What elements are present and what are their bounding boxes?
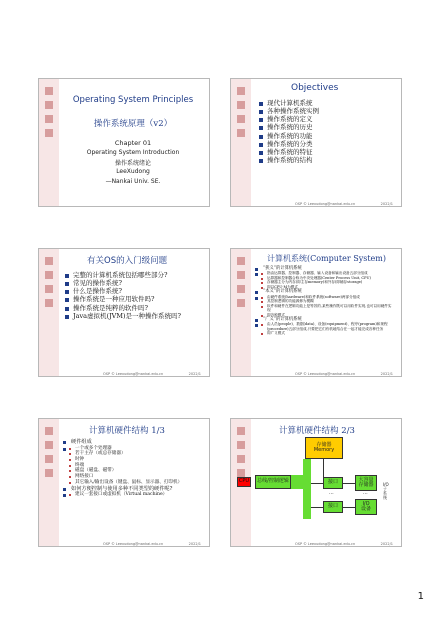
slide-decoration-bar (39, 79, 59, 206)
slide-decoration-bar (39, 419, 59, 546)
outline-group (255, 322, 395, 335)
objectives-list (259, 99, 319, 164)
outline-subitem: 由硬件系统(hardware)和软件系统(software)两部分组成 (255, 295, 395, 299)
outline-subitem: 由人员(people)、数据(data)、设备(equipment)、程序(program)和规程(procedure)五部分组成,只要把它们有机地结合在一起才能完成各种任务 (255, 322, 395, 331)
computer-system-outline (255, 266, 395, 336)
outline-subitem: 存储器主分为内存(即主存memory)和外存(即辅存storage) (255, 280, 395, 284)
slide-title: 计算机硬件结构 2/3 (279, 426, 355, 436)
outline-group (255, 271, 395, 289)
slide-6-hardware-diagram (230, 418, 402, 547)
outline-subitem: 指由运算器、控制器、存储器、输入设备和输出设备五部分组成 (255, 271, 395, 275)
questions-list (65, 271, 181, 320)
device1-link (343, 483, 355, 484)
outline-group (63, 446, 203, 486)
list-item: 操作系统的特征 (259, 148, 319, 156)
interface-box-2: 接口 (323, 501, 343, 513)
list-item: 完整的计算机系统包括哪些部分? (65, 271, 181, 279)
list-item: 各种操作系统实例 (259, 107, 319, 115)
outline-heading: “狭义”的计算机系统 (255, 266, 395, 271)
footer-page: 2022/1 (188, 542, 201, 546)
io-subsystem-label: I/O 子 系 统 (383, 482, 389, 501)
memory-box: 存储器 Memory (305, 437, 343, 459)
footer-email: OSP © Leexudong@nankai.edu.cn (103, 372, 164, 376)
interface-box-1: 接口 (323, 477, 343, 489)
subtitle-en: Operating System Introduction (86, 149, 180, 156)
list-item: 操作系统是纯粹的软件吗? (65, 304, 181, 312)
mass-storage-box: 大容量 存储器 (355, 475, 377, 491)
footer-email: OSP © Leexudong@nankai.edu.cn (295, 372, 356, 376)
footer-page: 2022/1 (380, 372, 393, 376)
device2-link (343, 507, 355, 508)
outline-subitem: 磁盘（磁盘、磁带） (63, 468, 203, 474)
footer-page: 2022/1 (380, 202, 393, 206)
footer-email: OSP © Leexudong@nankai.edu.cn (295, 542, 356, 546)
slide-decoration-bar (231, 79, 251, 206)
outline-subitem: 即以CPU-M为模式 (255, 285, 395, 289)
outline-subitem: 即各种模式 (255, 313, 395, 317)
list-item: 操作系统是一种应用软件吗? (65, 295, 181, 303)
list-item: 操作系统的定义 (259, 115, 319, 123)
list-item: 操作系统的历史 (259, 123, 319, 131)
outline-heading: 硬件组成 (63, 439, 203, 446)
outline-subitem: 软件和硬件在逻辑功能上是等效的,某些操作既可以用软件实现,也可以用硬件实现 (255, 304, 395, 313)
outline-subitem: 若干主存（或总存储器） (63, 451, 203, 457)
outline-subitem: 网络接口 (63, 474, 203, 480)
outline-subitem: 其它输入/输出设备（键盘、鼠标、显示器、打印机） (63, 480, 203, 486)
slide-4-computer-system (230, 248, 402, 377)
dots-1: ··· (329, 491, 334, 497)
course-title-cn: 操作系统原理（v2） (93, 119, 173, 129)
outline-subitem: 运算器和控制器合称为中央处理器(Center Process Unit, CPU) (255, 276, 395, 280)
page-number: 1 (417, 591, 424, 602)
course-title-en: Operating System Principles (72, 95, 194, 105)
outline-heading: “广义”的计算机系统 (255, 317, 395, 322)
outline-subitem: 其控制逻辑的功能源修为模糊 (255, 299, 395, 303)
outline-subitem: 建议一套接口或虚拟机（Virtual machine） (63, 492, 203, 498)
chapter-label: Chapter 01 (114, 139, 152, 147)
bus-vertical (303, 459, 311, 519)
list-item: 什么是操作系统? (65, 287, 181, 295)
io-device-box: I/O 设备 (355, 499, 377, 515)
footer-email: OSP © Leexudong@nankai.edu.cn (103, 542, 164, 546)
outline-heading: “本义”的计算机系统 (255, 289, 395, 294)
university-name: —Nankai Univ. SE. (105, 178, 161, 185)
slide-5-hardware-structure (38, 418, 210, 547)
list-item: 现代计算机系统 (259, 99, 319, 107)
iface1-link (311, 483, 323, 484)
outline-subitem: 一个或多个处理器 (63, 446, 203, 452)
iface2-link (311, 507, 323, 508)
list-item: 操作系统的功能 (259, 132, 319, 140)
slide-2-objectives (230, 78, 402, 207)
slide-title: 计算机系统(Computer System) (267, 254, 386, 263)
footer-page: 2022/1 (380, 542, 393, 546)
slide-title: 有关OS的入门级问题 (87, 256, 168, 266)
hardware-outline (63, 439, 203, 498)
outline-group (255, 295, 395, 317)
subtitle-cn: 操作系统绪论 (114, 160, 151, 167)
list-item: 操作系统的分类 (259, 140, 319, 148)
footer-page: 2022/1 (188, 372, 201, 376)
list-item: 操作系统的结构 (259, 156, 319, 164)
outline-subitem: 终端 (63, 463, 203, 469)
system-bus (291, 475, 303, 489)
footer-email: OSP © Leexudong@nankai.edu.cn (295, 202, 356, 206)
outline-heading: 如何方便控制与使用多种不同类型的硬件呢? (63, 486, 203, 493)
cpu-box: CPU (237, 477, 251, 487)
slide-title: Objectives (291, 83, 339, 93)
author-name: LeeXudong (116, 168, 150, 175)
bus-control-box: 总线/控制逻辑 (255, 475, 291, 489)
memory-connector (323, 459, 324, 477)
slide-3-questions (38, 248, 210, 377)
slide-decoration-bar (231, 249, 251, 376)
outline-subitem: 即广义模式 (255, 331, 395, 335)
title-os: OS (104, 256, 117, 266)
slide-title: 计算机硬件结构 1/3 (89, 426, 165, 436)
dots-2: ··· (363, 491, 368, 497)
list-item: 常见的操作系统? (65, 279, 181, 287)
slide-decoration-bar (39, 249, 59, 376)
list-item: Java虚拟机(JVM)是一种操作系统吗? (65, 312, 181, 320)
outline-group (63, 492, 203, 498)
outline-subitem: 时钟 (63, 457, 203, 463)
slide-1-title (38, 78, 210, 207)
